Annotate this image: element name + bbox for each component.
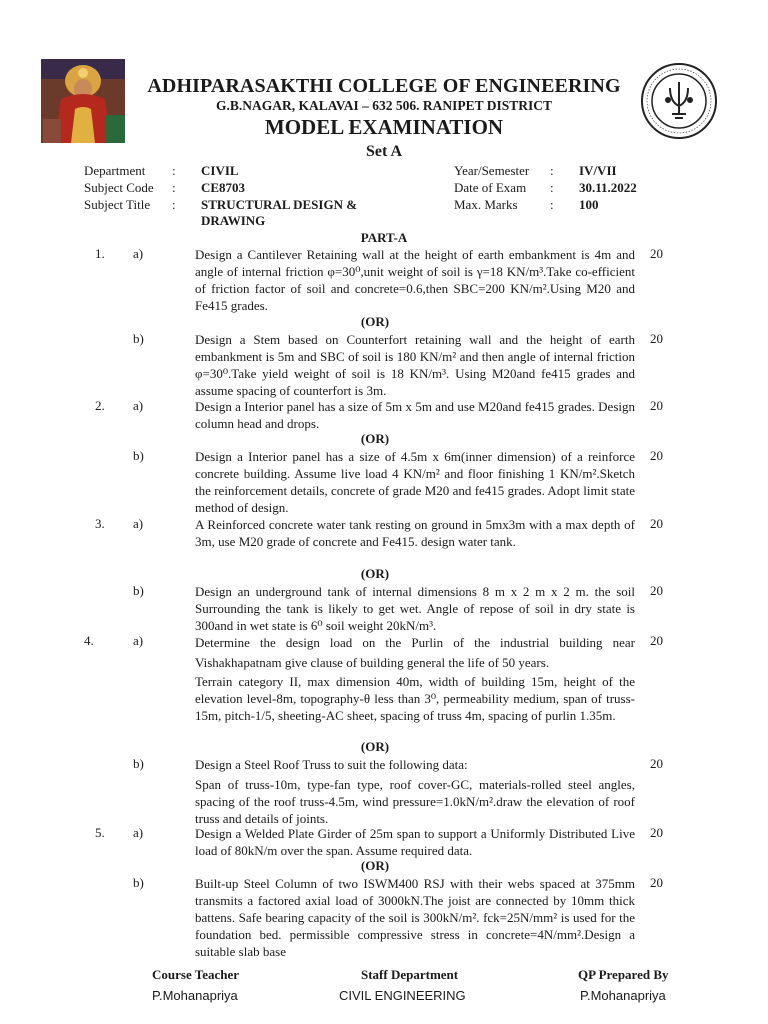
question-part-label: a) bbox=[133, 633, 144, 648]
department-label: Department bbox=[84, 163, 146, 178]
question-text: Design a Steel Roof Truss to suit the following data: bbox=[195, 757, 468, 772]
course-teacher-label: Course Teacher bbox=[152, 967, 240, 982]
question-part-label: a) bbox=[133, 246, 144, 261]
subject-title-value-line1: STRUCTURAL DESIGN & bbox=[201, 197, 358, 212]
question-text: A Reinforced concrete water tank resting on ground in 5mx3m with a max depth of 3m, use M20 grade of concrete and Fe415. design water tank. bbox=[195, 517, 635, 549]
or-separator: (OR) bbox=[360, 431, 390, 446]
question-text: Built-up Steel Column of two ISWM400 RSJ with their webs spaced at 375mm transmits a factored axial load of 3000kN.The joist are connected by 10mm thick battens. Safe bearing capacity of the soil is 300kN/m². fck=25N/mm² is used for the foundation bed. permissible compressive stress in concrete=4N/mm².Design a suitable slab base bbox=[195, 876, 635, 959]
max-marks-value: 100 bbox=[579, 197, 599, 212]
subject-title-value-line2: DRAWING bbox=[201, 213, 266, 228]
question-marks: 20 bbox=[650, 633, 663, 648]
question-number: 2. bbox=[95, 398, 105, 413]
max-marks-label: Max. Marks bbox=[454, 197, 518, 212]
subject-code-label: Subject Code bbox=[84, 180, 154, 195]
question-marks: 20 bbox=[650, 246, 663, 261]
or-separator: (OR) bbox=[360, 566, 390, 581]
part-title: PART-A bbox=[360, 230, 408, 245]
question-text-continued: Span of truss-10m, type-fan type, roof cover-GC, materials-rolled steel angles, spacing of the roof truss-4.5m, wind pressure=1.0kN/m².draw the elevation of roof truss and details of joints. bbox=[195, 777, 635, 826]
qp-prepared-by-name: P.Mohanapriya bbox=[580, 988, 666, 1003]
question-number: 4. bbox=[84, 633, 94, 648]
question-part-label: a) bbox=[133, 398, 144, 413]
question-part-label: a) bbox=[133, 516, 144, 531]
question-number: 1. bbox=[95, 246, 105, 261]
question-part-label: a) bbox=[133, 825, 144, 840]
question-text: Determine the design load on the Purlin of the industrial building near Vishakhapatnam give clause of building general the life of 50 years. bbox=[195, 635, 635, 670]
college-seal-icon bbox=[640, 62, 718, 140]
department-colon: : bbox=[172, 163, 176, 178]
qp-prepared-by-label: QP Prepared By bbox=[578, 967, 669, 982]
or-separator: (OR) bbox=[360, 739, 390, 754]
subject-code-colon: : bbox=[172, 180, 176, 195]
college-name: ADHIPARASAKTHI COLLEGE OF ENGINEERING bbox=[147, 75, 621, 97]
subject-code-value: CE8703 bbox=[201, 180, 246, 195]
college-address: G.B.NAGAR, KALAVAI – 632 506. RANIPET DISTRICT bbox=[215, 98, 553, 113]
question-number: 3. bbox=[95, 516, 105, 531]
or-separator: (OR) bbox=[360, 314, 390, 329]
question-marks: 20 bbox=[650, 875, 663, 890]
date-value: 30.11.2022 bbox=[579, 180, 637, 195]
date-colon: : bbox=[550, 180, 554, 195]
question-marks: 20 bbox=[650, 398, 663, 413]
year-label: Year/Semester bbox=[454, 163, 530, 178]
question-part-label: b) bbox=[133, 756, 144, 771]
exam-title: MODEL EXAMINATION bbox=[264, 115, 504, 139]
question-text: Design a Stem based on Counterfort retaining wall and the height of earth embankment is 5m and SBC of soil is 180 KN/m² and then angle of internal friction φ=30⁰.Take yield weight of soil is 18 KN/m³. Using M20and fe415 grades and assume spacing of counterfort is 3m. bbox=[195, 332, 635, 398]
question-marks: 20 bbox=[650, 825, 663, 840]
question-marks: 20 bbox=[650, 516, 663, 531]
question-part-label: b) bbox=[133, 331, 144, 346]
department-value: CIVIL bbox=[201, 163, 239, 178]
question-marks: 20 bbox=[650, 583, 663, 598]
question-marks: 20 bbox=[650, 331, 663, 346]
year-value: IV/VII bbox=[579, 163, 617, 178]
question-part-label: b) bbox=[133, 448, 144, 463]
or-separator: (OR) bbox=[360, 858, 390, 873]
staff-department-value: CIVIL ENGINEERING bbox=[339, 988, 466, 1003]
date-label: Date of Exam bbox=[454, 180, 527, 195]
question-text: Design a Interior panel has a size of 4.5m x 6m(inner dimension) of a reinforce concrete building. Assume live load 4 KN/m² and floor finishing 1 KN/m².Sketch the reinforcement details, concrete of grade M20 and fe415 grades. Adopt limit state method of design. bbox=[195, 449, 635, 515]
max-marks-colon: : bbox=[550, 197, 554, 212]
question-part-label: b) bbox=[133, 875, 144, 890]
question-marks: 20 bbox=[650, 756, 663, 771]
question-text: Design a Interior panel has a size of 5m x 5m and use M20and fe415 grades. Design column head and drops. bbox=[195, 399, 635, 431]
question-text-continued: Terrain category II, max dimension 40m, width of building 15m, height of the elevation level-8m, topography-θ less than 3⁰, permeability medium, span of truss-15m, pitch-1/5, sheeting-AC sheet, spacing of truss 4m, spacing of purlin 1.35m. bbox=[195, 674, 635, 723]
year-colon: : bbox=[550, 163, 554, 178]
course-teacher-name: P.Mohanapriya bbox=[152, 988, 238, 1003]
subject-title-label: Subject Title bbox=[84, 197, 151, 212]
question-text: Design a Cantilever Retaining wall at the height of earth embankment is 4m and angle of internal friction φ=30⁰,unit weight of soil is γ=18 KN/m³.Take co-efficient of friction factor of soil and concrete=0.6,then SBC=200 KN/m².Using M20 and Fe415 grades. bbox=[195, 247, 635, 313]
question-marks: 20 bbox=[650, 448, 663, 463]
question-text: Design a Welded Plate Girder of 25m span to support a Uniformly Distributed Live load of 80kN/m over the span. Assume required data. bbox=[195, 826, 635, 858]
college-logo-deity-image bbox=[41, 59, 125, 143]
question-part-label: b) bbox=[133, 583, 144, 598]
question-number: 5. bbox=[95, 825, 105, 840]
exam-set: Set A bbox=[366, 143, 402, 160]
staff-department-label: Staff Department bbox=[361, 967, 459, 982]
question-text: Design an underground tank of internal dimensions 8 m x 2 m x 2 m. the soil Surrounding the tank is likely to get wet. Angle of repose of soil in dry state is 300and in wet state is 6⁰ soil weight 20kN/m³. bbox=[195, 584, 635, 633]
subject-title-colon: : bbox=[172, 197, 176, 212]
